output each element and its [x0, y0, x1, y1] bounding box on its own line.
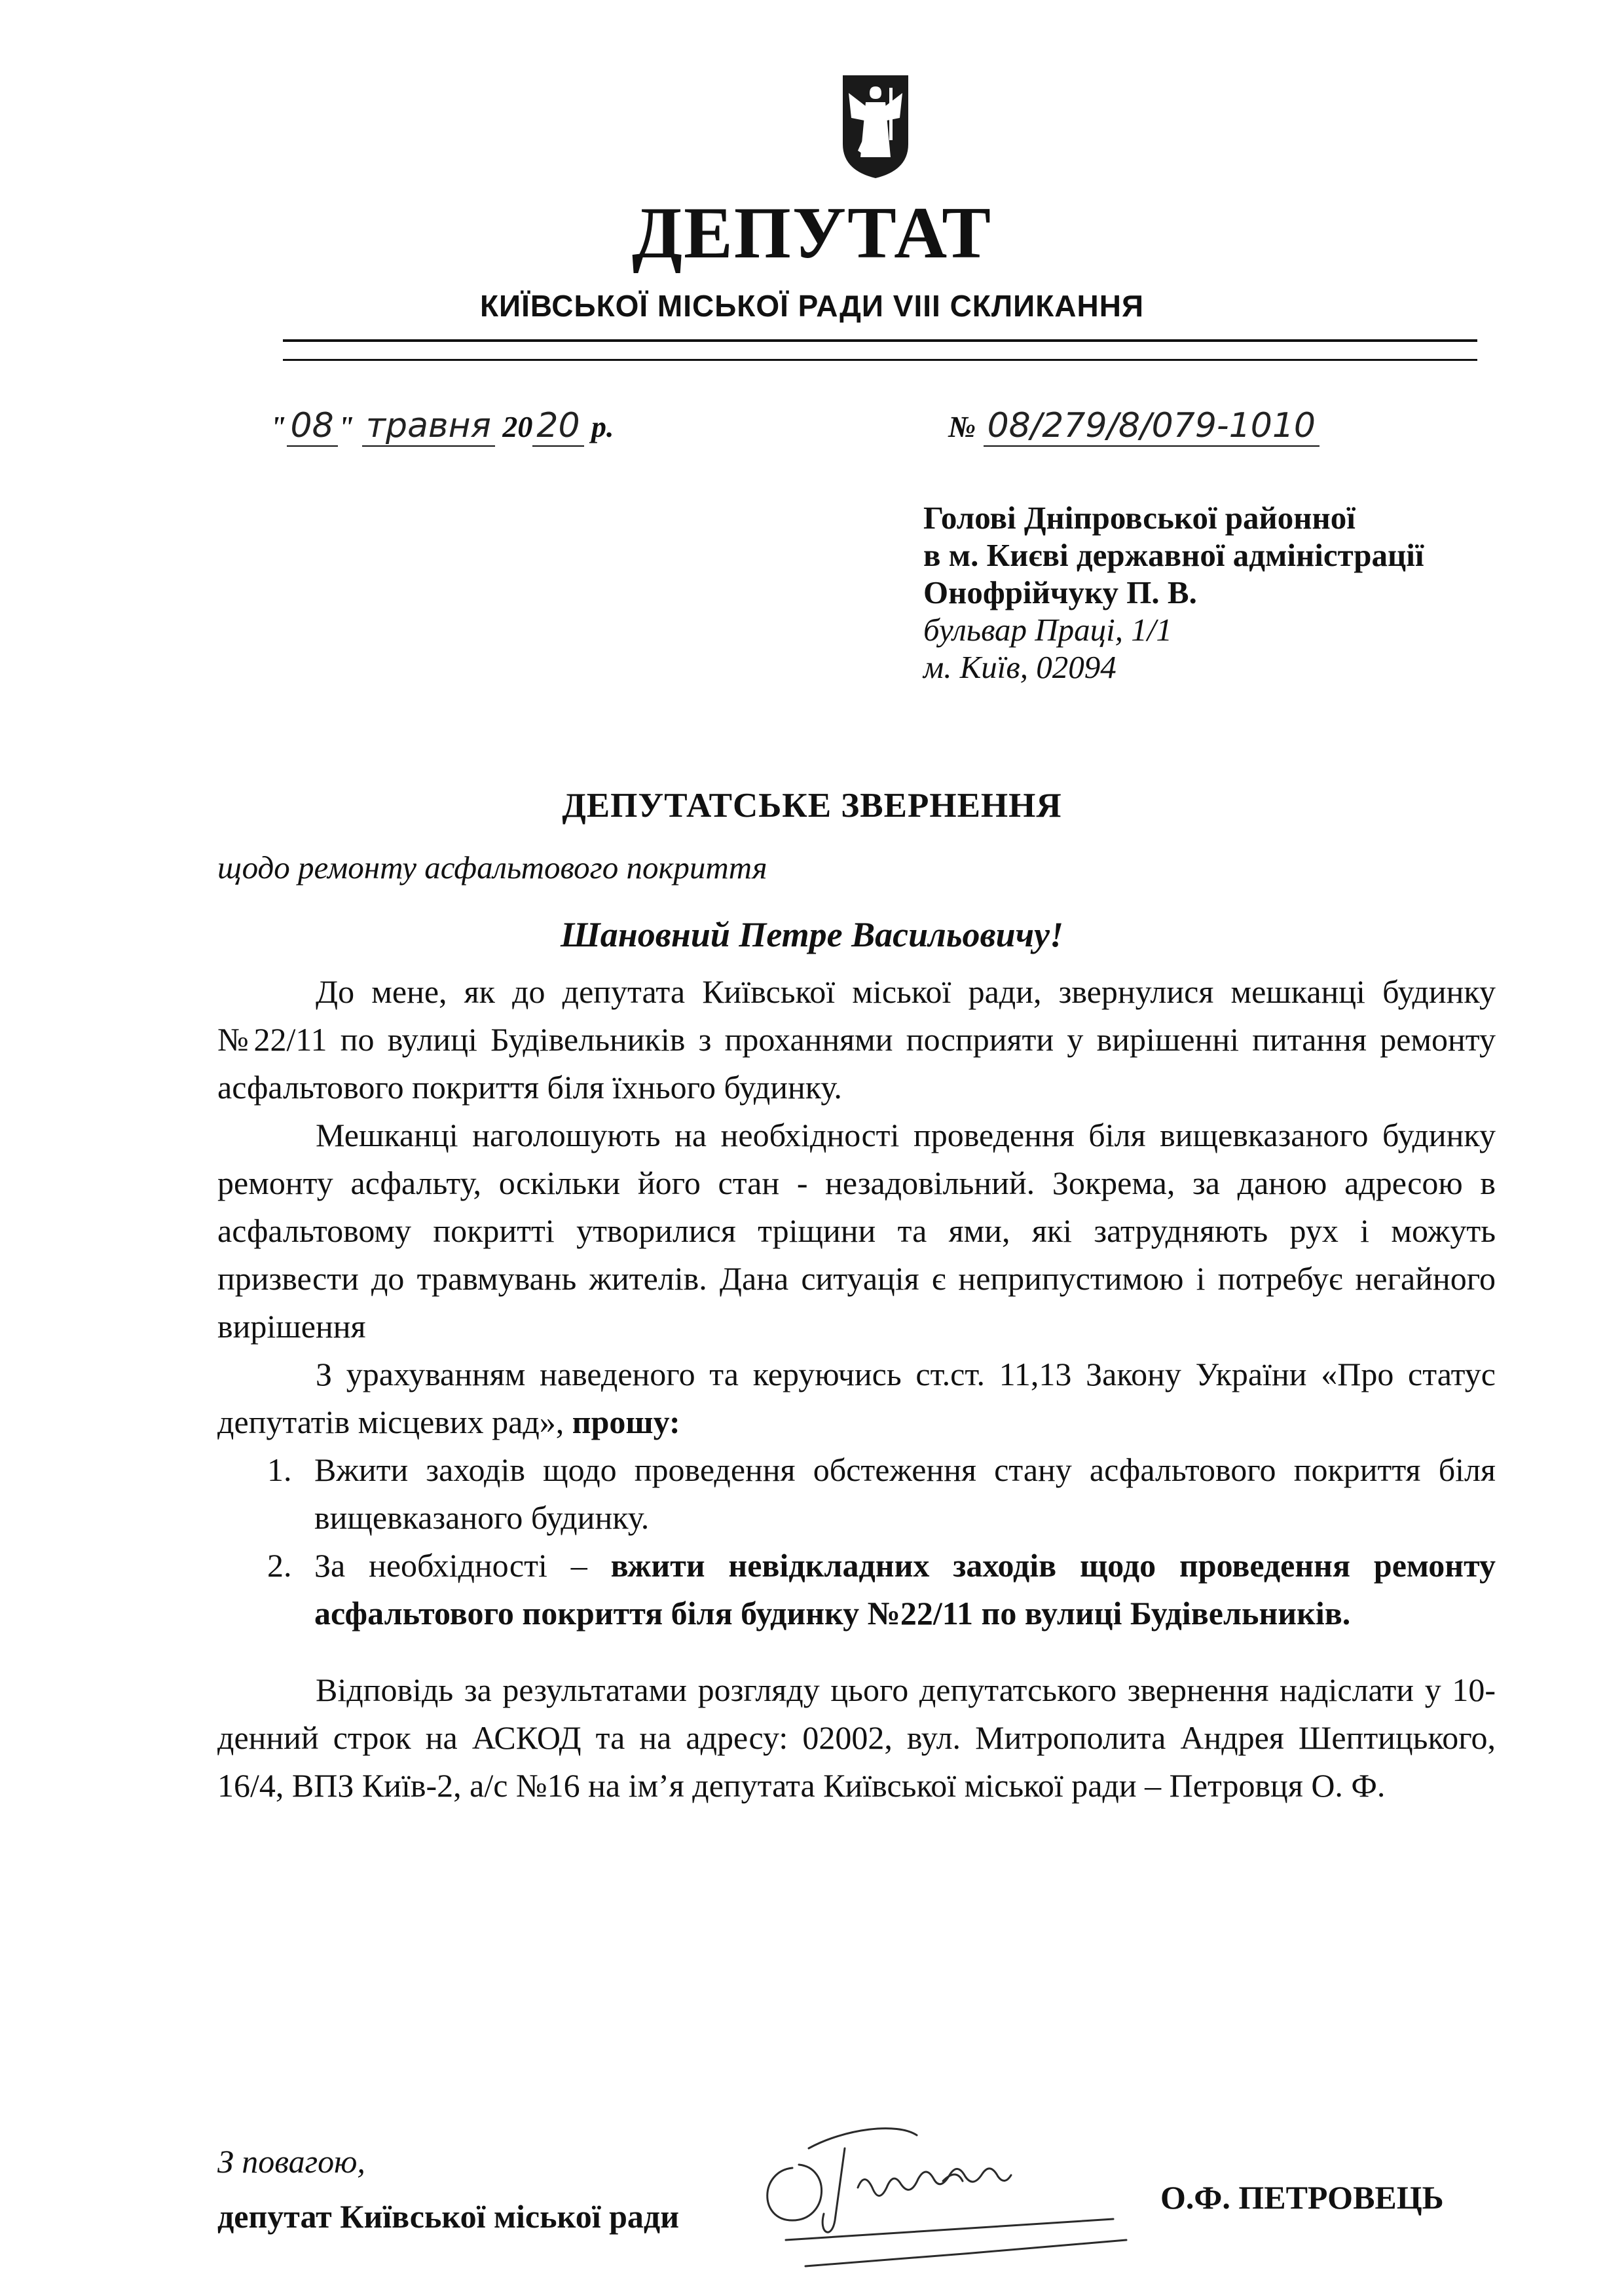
document-date	[270, 406, 614, 445]
handwritten-signature	[747, 2109, 1139, 2279]
signer-name: О.Ф. ПЕТРОВЕЦЬ	[1160, 2179, 1444, 2216]
number-value: 08/279/8/079-1010	[984, 406, 1320, 447]
closing-position: депутат Київської міської ради	[217, 2198, 680, 2235]
letter-body	[217, 968, 1496, 1810]
list-item-bold-text: вжити невідкладних заходів щодо проведення ремонту асфальтового покриття біля будинку №22/11 по вулиці Будівельників.	[314, 1547, 1496, 1632]
closing-regards: З повагою,	[217, 2143, 365, 2180]
request-list	[217, 1446, 1496, 1637]
paragraph-1: До мене, як до депутата Київської міської ради, звернулися мешканці будинку №22/11 по вулиці Будівельників з проханнями посприяти у вирішенні питання ремонту асфальтового покриття біля їхнього будинку.	[217, 973, 1496, 1106]
addressee-line-1: Голові Дніпровської районної	[923, 500, 1356, 536]
letterhead-subtitle: КИЇВСЬКОЇ МІСЬКОЇ РАДИ VIII СКЛИКАННЯ	[479, 289, 1145, 323]
paragraph-3-request: прошу:	[572, 1404, 680, 1440]
greeting: Шановний Петре Васильовичу!	[560, 915, 1064, 954]
date-year-prefix: 20	[502, 410, 533, 443]
list-item-text: Вжити заходів щодо проведення обстеження стану асфальтового покриття біля вищевказаного будинку.	[314, 1451, 1496, 1536]
document-subject: щодо ремонту асфальтового покриття	[217, 849, 767, 886]
list-item-text: За необхідності –	[314, 1547, 587, 1584]
addressee-block	[923, 499, 1424, 686]
addressee-city: м. Київ, 02094	[923, 649, 1116, 685]
list-item	[217, 1446, 1496, 1542]
paragraph-3	[217, 1351, 1496, 1446]
number-prefix: №	[948, 410, 976, 443]
date-suffix: р.	[591, 410, 614, 443]
date-day: 08	[287, 406, 338, 447]
date-year-suffix: 20	[532, 406, 583, 447]
document-title: ДЕПУТАТСЬКЕ ЗВЕРНЕННЯ	[562, 787, 1062, 825]
kyiv-coat-of-arms-icon	[840, 72, 912, 180]
header-rule-thin	[283, 359, 1477, 361]
date-month: травня	[362, 406, 495, 447]
list-item-number: 1.	[267, 1451, 292, 1488]
addressee-line-3: Онофрійчуку П. В.	[923, 574, 1197, 610]
header-rule-thick	[283, 339, 1477, 342]
addressee-street: бульвар Праці, 1/1	[923, 612, 1172, 648]
list-item-number: 2.	[267, 1547, 292, 1584]
date-close-quote: "	[337, 410, 355, 443]
closing-block	[217, 2134, 679, 2244]
date-open-quote: "	[270, 410, 287, 443]
paragraph-3-text: З урахуванням наведеного та керуючись ст.ст. 11,13 Закону України «Про статус депутатів місцевих рад»,	[217, 1356, 1496, 1440]
paragraph-4: Відповідь за результатами розгляду цього депутатського звернення надіслати у 10-денний строк на АСКОД та на адресу: 02002, вул. Митрополита Андрея Шептицького, 16/4, ВПЗ Київ-2, а/с №16 на ім’я депутата Київської міської ради – Петровця О. Ф.	[217, 1671, 1496, 1804]
document-number	[948, 406, 1320, 445]
paragraph-2: Мешканці наголошують на необхідності проведення біля вищевказаного будинку ремонту асфальту, оскільки його стан - незадовільний. Зокрема, за даною адресою в асфальтовому покритті утворилися тріщини та ями, які затрудняють рух і можуть призвести до травмувань жителів. Дана ситуація є неприпустимою і потребує негайного вирішення	[217, 1117, 1496, 1345]
list-item	[217, 1542, 1496, 1637]
letterhead-title: ДЕПУТАТ	[632, 193, 992, 274]
addressee-line-2: в м. Києві державної адміністрації	[923, 537, 1424, 573]
paragraph-gap	[217, 1637, 1496, 1666]
